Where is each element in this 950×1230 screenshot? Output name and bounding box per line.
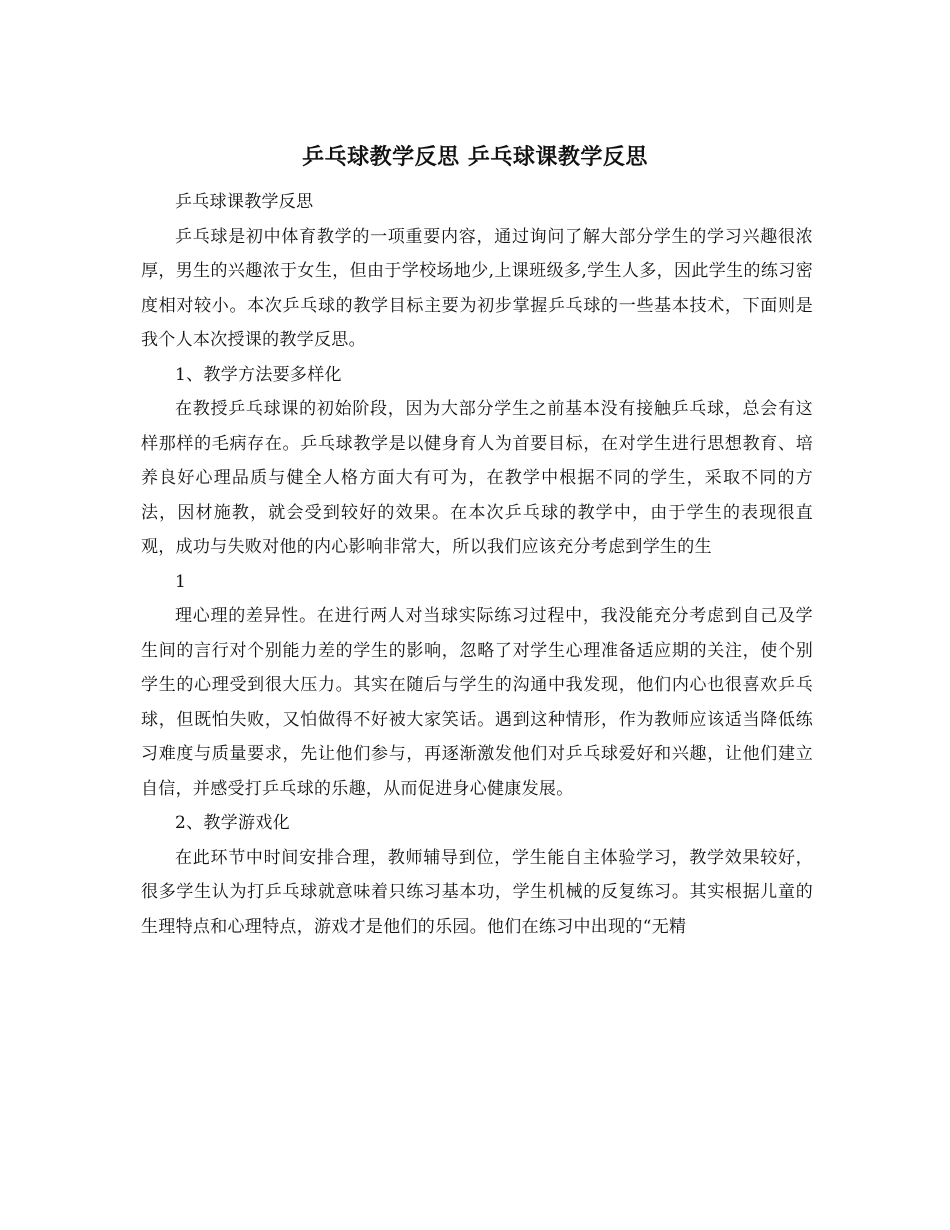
section-1-continued-paragraph: 理心理的差异性。在进行两人对当球实际练习过程中，我没能充分考虑到自己及学生间的言行对个别能力差的学生的影响，忽略了对学生心理准备适应期的关注，使个别学生的心理受到很大压力。其实在随后与学生的沟通中我发现，他们内心也很喜欢乒乓球，但既怕失败，又怕做得不好被大家笑话。遇到这种情形，作为教师应该适当降低练习难度与质量要求，先让他们参与，再逐渐激发他们对乒乓球爱好和兴趣，让他们建立自信，并感受打乒乓球的乐趣，从而促进身心健康发展。 xyxy=(141,606,813,799)
section-heading-2: 2、教学游戏化 xyxy=(175,813,290,833)
section-1-paragraph: 在教授乒乓球课的初始阶段，因为大部分学生之前基本没有接触乒乓球，总会有这样那样的毛病存在。乒乓球教学是以健身育人为首要目标，在对学生进行思想教育、培养良好心理品质与健全人格方面大有可为，在教学中根据不同的学生，采取不同的方法，因材施教，就会受到较好的效果。在本次乒乓球的教学中，由于学生的表现很直观，成功与失败对他的内心影响非常大，所以我们应该充分考虑到学生的生 xyxy=(141,399,813,557)
section-heading-1: 1、教学方法要多样化 xyxy=(175,364,342,385)
section-2-paragraph: 在此环节中时间安排合理，教师辅导到位，学生能自主体验学习，教学效果较好，很多学生认为打乒乓球就意味着只练习基本功，学生机械的反复练习。其实根据儿童的生理特点和心理特点，游戏才是他们的乐园。他们在练习中出现的“无精 xyxy=(141,847,813,937)
subtitle-paragraph: 乒乓球课教学反思 xyxy=(175,192,314,212)
document-title: 乒乓球教学反思 乒乓球课教学反思 xyxy=(302,144,648,170)
intro-paragraph: 乒乓球是初中体育教学的一项重要内容，通过询问了解大部分学生的学习兴趣很浓厚，男生的兴趣浓于女生，但由于学校场地少,上课班级多,学生人多，因此学生的练习密度相对较小。本次乒乓球的教学目标主要为初步掌握乒乓球的一些基本技术，下面则是我个人本次授课的教学反思。 xyxy=(141,226,813,350)
document-body xyxy=(141,185,813,944)
page-number: 1 xyxy=(175,571,187,592)
